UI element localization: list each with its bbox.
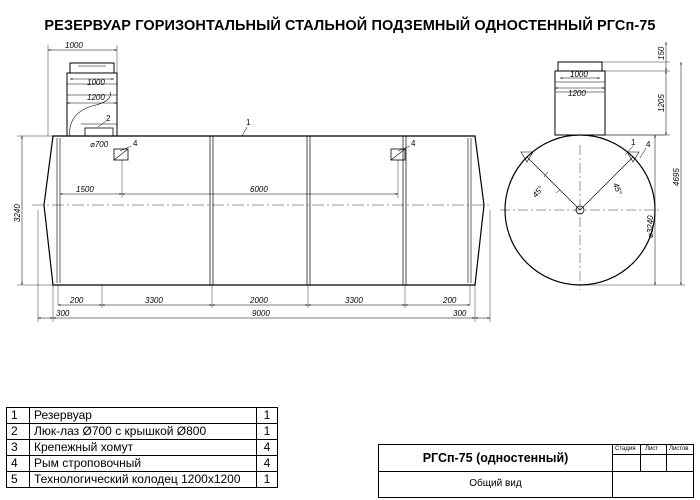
dim-9000: 9000 [252, 309, 270, 318]
dim-2000: 2000 [250, 296, 268, 305]
hatch [85, 128, 113, 136]
bom-num: 4 [7, 456, 30, 472]
stage-label: Стадия [615, 446, 636, 452]
bom-row [7, 424, 278, 440]
callout-4-front-right: 4 [411, 139, 416, 148]
callout-1-front: 1 [246, 118, 251, 127]
bom-name: Технологический колодец 1200х1200 [30, 472, 257, 488]
tank-body-outline [44, 136, 484, 285]
angle-left: 45° [530, 184, 546, 200]
dim-1500: 1500 [76, 185, 94, 194]
dim-side-1205: 1205 [657, 94, 666, 112]
bom-name: Рым строповочный [30, 456, 257, 472]
bom-qty: 4 [257, 456, 278, 472]
bom-name: Люк-лаз Ø700 с крышкой Ø800 [30, 424, 257, 440]
side-view [500, 42, 685, 290]
column-divider [640, 445, 641, 471]
side-view-labels [531, 46, 681, 238]
dim-side-4695: 4695 [672, 168, 681, 186]
sheets-label: Листов [669, 446, 689, 452]
dim-side-150: 150 [657, 46, 666, 60]
bom-name: Резервуар [30, 408, 257, 424]
bom-row [7, 440, 278, 456]
dim-side-well-outer: 1200 [568, 89, 586, 98]
dim-side-well-inner: 1000 [570, 70, 588, 79]
bom-num: 1 [7, 408, 30, 424]
callout-2-front: 2 [106, 114, 111, 123]
drawing-title: РЕЗЕРВУАР ГОРИЗОНТАЛЬНЫЙ СТАЛЬНОЙ ПОДЗЕМНЫЙ ОДНОСТЕННЫЙ РГСп-75 [44, 18, 656, 34]
dim-side-dia: ⌀3240 [646, 215, 655, 238]
bom-num: 3 [7, 440, 30, 456]
bom-qty: 1 [257, 472, 278, 488]
bom-row [7, 408, 278, 424]
dim-3240: 3240 [13, 204, 22, 222]
well-cover [70, 63, 114, 73]
dim-200-right: 200 [443, 296, 457, 305]
dim-hatch-dia: ⌀700 [90, 140, 109, 149]
dim-well-outer: 1200 [87, 93, 105, 102]
callout-4-front-left: 4 [133, 139, 138, 148]
sheet-label: Лист [645, 446, 659, 452]
bom-name: Крепежный хомут [30, 440, 257, 456]
bom-num: 5 [7, 472, 30, 488]
title-block-divider [379, 471, 693, 472]
dim-3300-right: 3300 [345, 296, 363, 305]
dim-3300-left: 3300 [145, 296, 163, 305]
bom-qty: 1 [257, 424, 278, 440]
bom-qty: 4 [257, 440, 278, 456]
dim-200-left: 200 [70, 296, 84, 305]
dim-well-inner: 1000 [87, 78, 105, 87]
bill-of-materials [6, 407, 278, 488]
column-divider [666, 445, 667, 471]
bom-row [7, 456, 278, 472]
drawing-designation: РГСп-75 (одностенный) [422, 451, 569, 465]
title-block [378, 444, 694, 498]
callout-1-side: 1 [631, 138, 636, 147]
dim-6000: 6000 [250, 185, 268, 194]
front-view-labels [13, 41, 467, 318]
angle-right: 45° [611, 181, 624, 197]
bom-num: 2 [7, 424, 30, 440]
header-divider [612, 454, 693, 455]
side-well-body [555, 71, 605, 135]
dim-300-left: 300 [56, 309, 70, 318]
dim-300-right: 300 [453, 309, 467, 318]
bom-qty: 1 [257, 408, 278, 424]
dim-top-width: 1000 [65, 41, 83, 50]
document-name: Общий вид [469, 478, 522, 489]
bom-row [7, 472, 278, 488]
callout-4-side: 4 [646, 140, 651, 149]
